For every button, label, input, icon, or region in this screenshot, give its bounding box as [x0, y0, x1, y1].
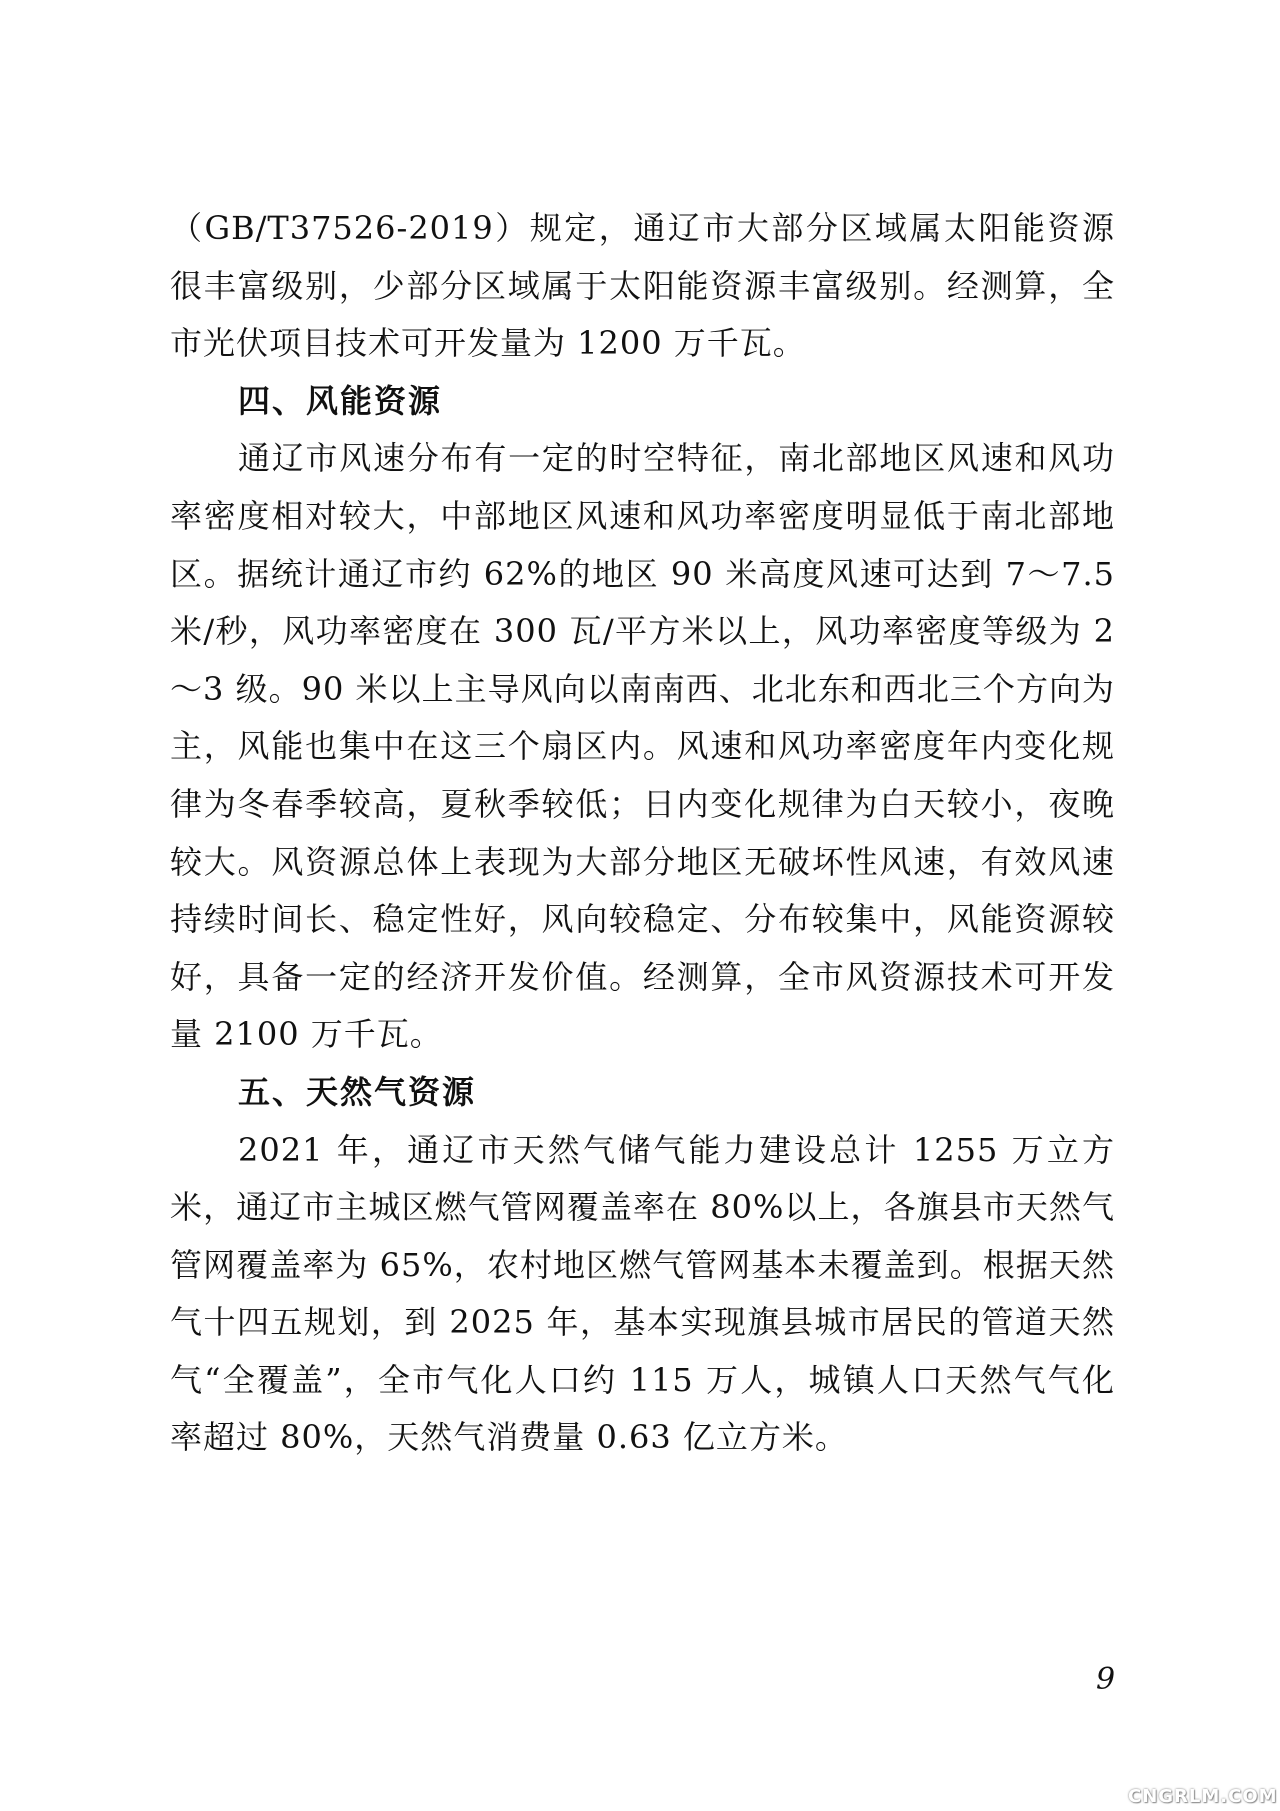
- heading-wind-resource: 四、风能资源: [238, 381, 443, 420]
- paragraph-wind-resource: 通辽市风速分布有一定的时空特征，南北部地区风速和风功率密度相对较大，中部地区风速和风功率密度明显低于南北部地区。据统计通辽市约 62%的地区 90 米高度风速可达到 7～7.5 米/秒，风功率密度在 300 瓦/平方米以上，风功率密度等级为 2～3 级。90 米以上主导风向以南南西、北北东和西北三个方向为主，风能也集中在这三个扇区内。风速和风功率密度年内变化规律为冬春季较高，夏秋季较低；日内变化规律为白天较小，夜晚较大。风资源总体上表现为大部分地区无破坏性风速，有效风速持续时间长、稳定性好，风向较稳定、分布较集中，风能资源较好，具备一定的经济开发价值。经测算，全市风资源技术可开发量 2100 万千瓦。: [170, 439, 1115, 1054]
- paragraph-solar-resource: （GB/T37526-2019）规定，通辽市大部分区域属太阳能资源很丰富级别，少部分区域属于太阳能资源丰富级别。经测算，全市光伏项目技术可开发量为 1200 万千瓦。: [170, 209, 1115, 363]
- heading-natural-gas-resource: 五、天然气资源: [238, 1072, 477, 1111]
- paragraph-natural-gas-resource: 2021 年，通辽市天然气储气能力建设总计 1255 万立方米，通辽市主城区燃气管网覆盖率在 80%以上，各旗县市天然气管网覆盖率为 65%，农村地区燃气管网基本未覆盖到。根据天然气十四五规划，到 2025 年，基本实现旗县城市居民的管道天然气“全覆盖”，全市气化人口约 115 万人，城镇人口天然气气化率超过 80%，天然气消费量 0.63 亿立方米。: [170, 1130, 1115, 1457]
- page-number: 9: [1096, 1662, 1116, 1697]
- watermark: CNGRLM.COM: [1128, 1786, 1278, 1807]
- document-body: [170, 200, 1115, 1467]
